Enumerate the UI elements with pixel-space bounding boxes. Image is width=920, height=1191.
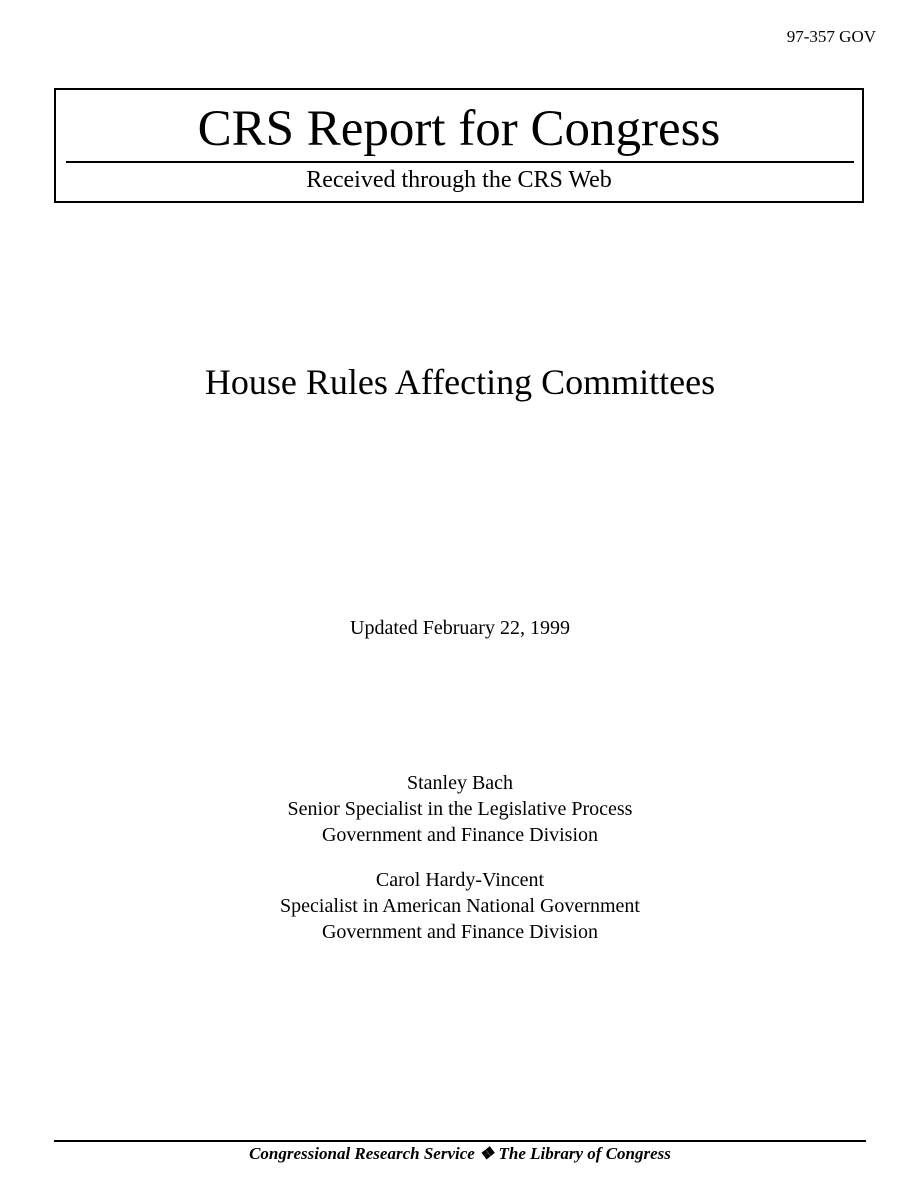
author-division: Government and Finance Division xyxy=(321,824,599,846)
author-block xyxy=(0,867,920,945)
author-role: Senior Specialist in the Legislative Process xyxy=(287,798,633,820)
report-header-subtitle: Received through the CRS Web xyxy=(306,167,612,193)
footer-divider xyxy=(54,1140,866,1142)
author-name: Carol Hardy-Vincent xyxy=(375,869,545,891)
header-divider xyxy=(66,161,854,163)
author-division: Government and Finance Division xyxy=(321,921,599,943)
updated-date: Updated February 22, 1999 xyxy=(350,617,570,639)
document-title: House Rules Affecting Committees xyxy=(204,362,716,402)
author-role: Specialist in American National Government xyxy=(280,895,640,917)
report-header-box xyxy=(54,88,864,203)
author-block xyxy=(0,770,920,848)
author-name: Stanley Bach xyxy=(406,772,514,794)
report-header-title: CRS Report for Congress xyxy=(197,101,721,157)
footer-text: Congressional Research Service ❖ The Library of Congress xyxy=(249,1144,671,1163)
report-number: 97-357 GOV xyxy=(786,27,876,46)
